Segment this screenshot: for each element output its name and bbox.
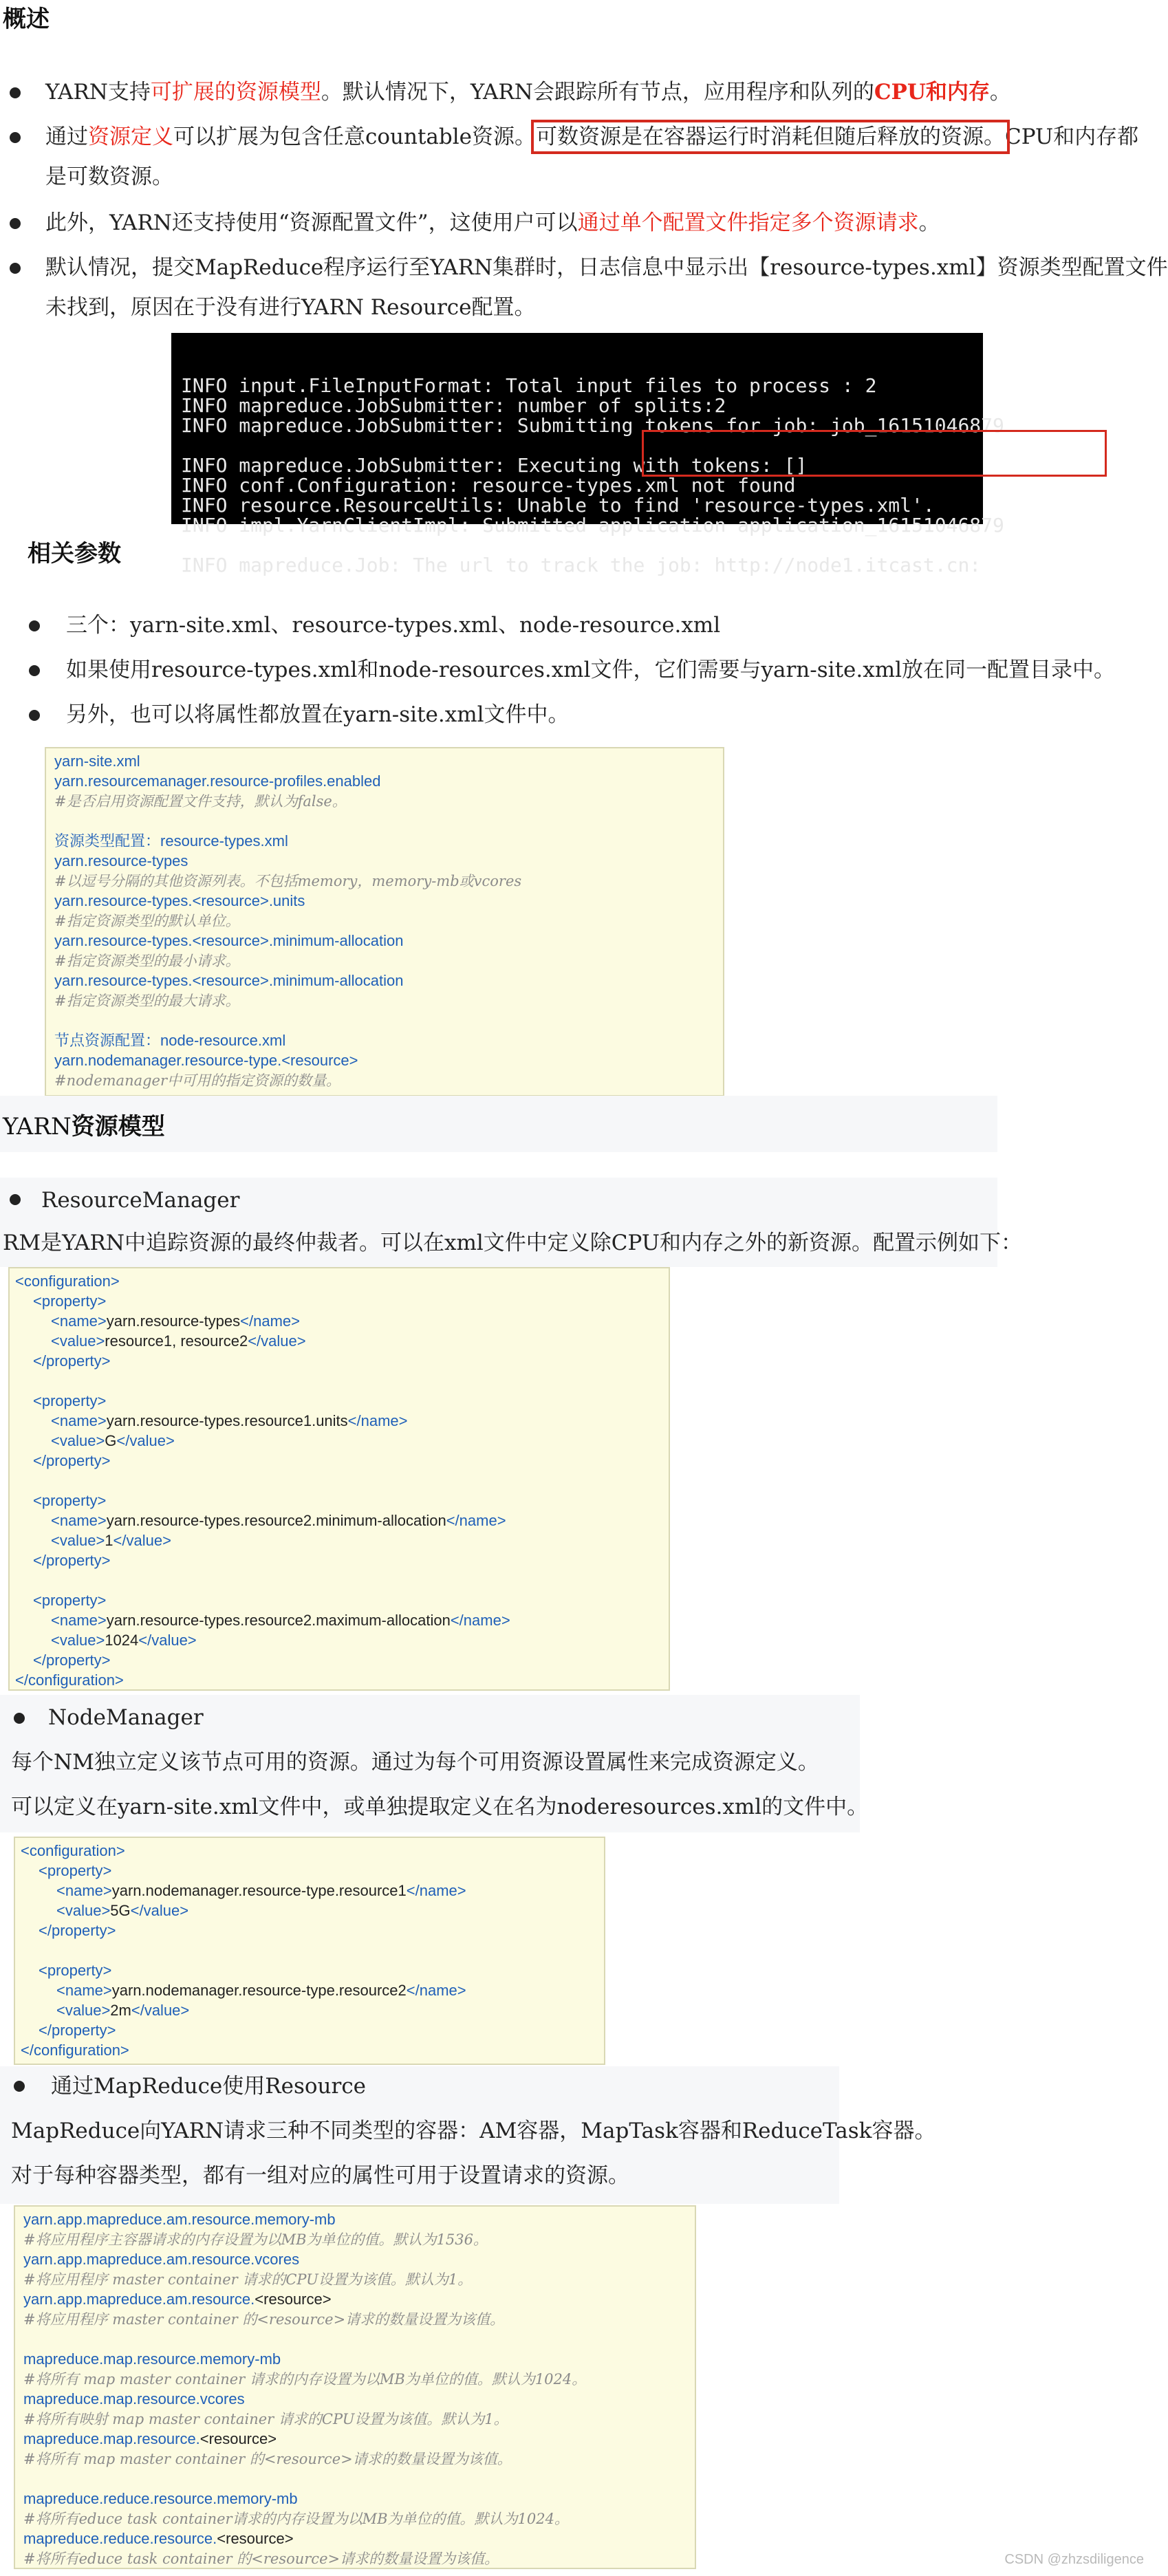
xml-line — [15, 1331, 669, 1351]
code-token: #是否启用资源配置文件支持，默认为false。 — [54, 793, 347, 810]
xml-line — [15, 1411, 669, 1431]
xml-line — [15, 1311, 669, 1331]
code-token: yarn.resourcemanager.resource-profiles.enabled — [54, 772, 381, 790]
code-token: yarn-site.xml — [54, 753, 140, 770]
code-token: #将所有 map master container 请求的内存设置为以MB为单位的值。默认为1024。 — [23, 2371, 587, 2388]
xml-line — [15, 1291, 669, 1311]
code-token: #nodemanager中可用的指定资源的数量。 — [54, 1072, 341, 1089]
code-token: #将应用程序 master container 请求的CPU设置为该值。默认为1。 — [23, 2271, 473, 2288]
code-token: yarn.resource-types.<resource>.units — [54, 892, 305, 909]
xml-token: <property> — [33, 1292, 107, 1310]
code-token: mapreduce.reduce.resource.memory-mb — [23, 2490, 298, 2507]
text-run: 。 — [989, 80, 1011, 105]
code-line — [54, 871, 723, 891]
code-token: #将所有educe task container请求的内存设置为以MB为单位的值。默认为1024。 — [23, 2511, 569, 2527]
mr-description-2: 对于每种容器类型，都有一组对应的属性可用于设置请求的资源。 — [11, 2163, 629, 2188]
code-line — [23, 2469, 695, 2489]
xml-token: </name> — [450, 1612, 510, 1629]
code-line — [23, 2249, 695, 2269]
mr-config-code-block — [14, 2205, 696, 2569]
code-token: mapreduce.reduce.resource. — [23, 2530, 217, 2547]
xml-token: 1 — [105, 1532, 113, 1549]
xml-line — [21, 1960, 604, 1980]
xml-token: 2m — [110, 2002, 131, 2019]
xml-line — [15, 1530, 669, 1550]
overview-bullet-text — [45, 72, 1011, 112]
code-token: resource-types.xml — [160, 832, 288, 849]
code-token: yarn.app.mapreduce.am.resource.vcores — [23, 2251, 300, 2268]
code-token: #将所有 map master container 的<resource>请求的数量设置为该值。 — [23, 2451, 512, 2467]
section-title-model: YARN资源模型 — [3, 1113, 165, 1140]
mr-description-1: MapReduce向YARN请求三种不同类型的容器：AM容器，MapTask容器和ReduceTask容器。 — [11, 2119, 936, 2143]
xml-token: </name> — [446, 1512, 506, 1529]
xml-token: </value> — [131, 2002, 190, 2019]
code-token: #将应用程序 master container 的<resource>请求的数量设置为该值。 — [23, 2311, 505, 2328]
mr-heading: 通过MapReduce使用Resource — [51, 2074, 367, 2099]
code-line — [54, 1050, 723, 1070]
code-token: #指定资源类型的最小请求。 — [54, 953, 240, 969]
xml-token: <value> — [51, 1332, 105, 1350]
xml-token: </name> — [240, 1312, 300, 1330]
terminal-log — [171, 333, 1004, 576]
xml-token: yarn.resource-types.resource2.minimum-allocation — [106, 1512, 446, 1529]
terminal-line: INFO mapreduce.JobSubmitter: Executing with tokens: [] — [181, 454, 808, 477]
xml-token: yarn.nodemanager.resource-type.resource1 — [111, 1882, 407, 1899]
code-token: yarn.app.mapreduce.am.resource. — [23, 2291, 255, 2308]
code-line — [23, 2489, 695, 2509]
code-token: yarn.resource-types.<resource>.minimum-allocation — [54, 932, 404, 949]
xml-token: <value> — [56, 2002, 111, 2019]
terminal-line — [181, 535, 983, 555]
xml-token: <name> — [51, 1412, 107, 1429]
xml-token: </name> — [347, 1412, 408, 1429]
code-line — [23, 2509, 695, 2529]
code-token: yarn.resource-types.<resource>.minimum-allocation — [54, 972, 404, 989]
xml-token: yarn.resource-types — [106, 1312, 241, 1330]
code-line — [23, 2289, 695, 2309]
xml-line — [21, 1901, 604, 1920]
code-token: mapreduce.map.resource.vcores — [23, 2390, 245, 2407]
code-token: #指定资源类型的最大请求。 — [54, 993, 240, 1009]
xml-token: </configuration> — [21, 2042, 129, 2059]
xml-token: </value> — [116, 1432, 175, 1449]
code-token: <resource> — [255, 2291, 332, 2308]
xml-token: </property> — [39, 1922, 116, 1939]
bullet-dot — [10, 263, 21, 274]
overview-bullet-text — [45, 203, 940, 243]
code-line — [23, 2548, 695, 2568]
code-token: #将所有educe task container 的<resource>请求的数量设置为该值。 — [23, 2551, 499, 2567]
yarn-config-code-block — [45, 747, 724, 1096]
overview-bullet-text — [45, 117, 1138, 157]
bullet-dot — [10, 132, 21, 143]
terminal-line: INFO conf.Configuration: resource-types.xml not found — [181, 474, 796, 497]
bullet-dot — [29, 665, 40, 676]
xml-token: <name> — [51, 1312, 107, 1330]
overview-bullet-text — [45, 248, 1168, 288]
xml-token: yarn.nodemanager.resource-type.resource2 — [111, 1982, 407, 1999]
xml-line — [15, 1351, 669, 1371]
code-line — [54, 891, 723, 911]
code-line — [23, 2209, 695, 2229]
params-bullet-text: 如果使用resource-types.xml和node-resources.xml文件，它们需要与yarn-site.xml放在同一配置目录中。 — [66, 658, 1116, 682]
xml-token: </value> — [248, 1332, 306, 1350]
code-token: yarn.app.mapreduce.am.resource.memory-mb — [23, 2211, 336, 2228]
text-run: 可以扩展为包含任意countable资源。 — [173, 125, 536, 149]
code-token: yarn.resource-types — [54, 852, 188, 869]
xml-token: </configuration> — [15, 1671, 124, 1689]
code-line — [23, 2229, 695, 2249]
text-run: 可扩展的资源模型 — [150, 80, 321, 105]
code-token: 节点资源配置： — [54, 1032, 161, 1049]
xml-token: 1024 — [105, 1632, 139, 1649]
terminal-highlight-box — [642, 430, 1107, 477]
xml-line — [15, 1271, 669, 1291]
xml-token: <value> — [51, 1632, 105, 1649]
code-token: mapreduce.map.resource.memory-mb — [23, 2350, 281, 2368]
terminal-line: INFO mapreduce.JobSubmitter: number of splits:2 — [181, 394, 726, 417]
code-line — [23, 2389, 695, 2409]
code-token: node-resource.xml — [160, 1032, 286, 1049]
nm-heading: NodeManager — [48, 1705, 204, 1730]
params-bullet-text: 另外，也可以将属性都放置在yarn-site.xml文件中。 — [66, 702, 570, 727]
code-line — [54, 751, 723, 771]
text-run: 通过 — [45, 125, 88, 149]
xml-line — [15, 1391, 669, 1411]
bullet-dot — [10, 1194, 21, 1205]
text-run: 资源定义 — [88, 125, 173, 149]
xml-token: </value> — [138, 1632, 197, 1649]
code-token: 资源类型配置： — [54, 832, 161, 849]
xml-line — [15, 1511, 669, 1530]
xml-token: yarn.resource-types.resource1.units — [106, 1412, 348, 1429]
xml-token: <value> — [51, 1532, 105, 1549]
bullet-dot — [14, 1713, 25, 1724]
xml-token: resource1, resource2 — [105, 1332, 248, 1350]
xml-token: <property> — [39, 1962, 112, 1979]
xml-line — [21, 1920, 604, 1940]
code-line — [54, 971, 723, 991]
bullet-dot — [29, 620, 40, 631]
xml-line — [21, 1940, 604, 1960]
xml-line — [15, 1650, 669, 1670]
code-line — [54, 811, 723, 831]
xml-line — [15, 1491, 669, 1511]
nm-config-code-block — [14, 1837, 605, 2065]
xml-token: </property> — [33, 1452, 111, 1469]
xml-token: <property> — [33, 1392, 107, 1409]
code-line — [23, 2329, 695, 2349]
section-title-overview: 概述 — [3, 6, 50, 33]
xml-line — [15, 1451, 669, 1471]
text-run: CPU和内存 — [874, 80, 990, 105]
xml-line — [15, 1471, 669, 1491]
code-line — [23, 2369, 695, 2389]
xml-line — [15, 1371, 669, 1391]
nm-description-1: 每个NM独立定义该节点可用的资源。通过为每个可用资源设置属性来完成资源定义。 — [11, 1750, 819, 1775]
code-line — [54, 931, 723, 951]
xml-line — [15, 1610, 669, 1630]
xml-line — [15, 1570, 669, 1590]
xml-token: <name> — [56, 1882, 112, 1899]
xml-line — [15, 1670, 669, 1690]
code-line — [54, 1030, 723, 1050]
xml-line — [21, 2040, 604, 2060]
code-line — [54, 1010, 723, 1030]
code-line — [54, 831, 723, 851]
code-line — [23, 2309, 695, 2329]
xml-line — [21, 1881, 604, 1901]
xml-token: 5G — [110, 1902, 131, 1919]
xml-line — [21, 2020, 604, 2040]
text-run: YARN支持 — [45, 80, 151, 105]
xml-line — [21, 1841, 604, 1861]
code-line — [23, 2269, 695, 2289]
bullet-dot — [14, 2081, 25, 2092]
rm-description: RM是YARN中追踪资源的最终仲裁者。可以在xml文件中定义除CPU和内存之外的新资源。配置示例如下： — [3, 1231, 1022, 1255]
code-token: #以逗号分隔的其他资源列表。不包括memory，memory-mb或vcores — [54, 873, 522, 889]
code-line — [54, 911, 723, 931]
xml-token: </property> — [39, 2022, 116, 2039]
text-run: 可数资源是在容器运行时消耗但随后释放的资源。 — [536, 125, 1005, 149]
watermark: CSDN @zhzsdiligence — [1004, 2552, 1144, 2567]
terminal-line: INFO mapreduce.Job: The url to track the job: http://node1.itcast.cn: — [181, 554, 982, 576]
xml-token: </value> — [113, 1532, 171, 1549]
code-line — [23, 2449, 695, 2469]
terminal-line: INFO mapreduce.JobSubmitter: Submitting tokens for job: job_16151046879 — [181, 414, 1004, 437]
code-line — [54, 951, 723, 971]
code-line — [54, 791, 723, 811]
text-run: 。默认情况下，YARN会跟踪所有节点，应用程序和队列的 — [321, 80, 874, 105]
code-token: mapreduce.map.resource. — [23, 2430, 200, 2447]
xml-token: <name> — [56, 1982, 112, 1999]
code-token: <resource> — [199, 2430, 277, 2447]
code-token: #将应用程序主容器请求的内存设置为以MB为单位的值。默认为1536。 — [23, 2231, 488, 2248]
xml-token: <value> — [51, 1432, 105, 1449]
params-bullet-text: 三个：yarn-site.xml、resource-types.xml、node-resource.xml — [66, 613, 721, 638]
rm-heading: ResourceManager — [41, 1188, 240, 1213]
text-run: CPU和内存都 — [1005, 125, 1139, 149]
xml-token: </property> — [33, 1652, 111, 1669]
code-line — [23, 2429, 695, 2449]
xml-token: <configuration> — [15, 1273, 120, 1290]
xml-token: </name> — [406, 1882, 466, 1899]
terminal-line: INFO input.FileInputFormat: Total input files to process : 2 — [181, 374, 877, 397]
xml-token: </property> — [33, 1552, 111, 1569]
overview-bullet-text-cont: 未找到，原因在于没有进行YARN Resource配置。 — [45, 295, 536, 320]
code-line — [54, 771, 723, 791]
rm-config-code-block — [8, 1267, 670, 1691]
xml-token: </value> — [130, 1902, 189, 1919]
xml-token: <name> — [51, 1612, 107, 1629]
xml-token: <property> — [33, 1492, 107, 1509]
text-run: 此外，YARN还支持使用“资源配置文件”，这使用户可以 — [45, 210, 578, 235]
code-line — [23, 2409, 695, 2429]
code-token: #指定资源类型的默认单位。 — [54, 913, 240, 929]
xml-token: <property> — [33, 1592, 107, 1609]
xml-line — [15, 1431, 669, 1451]
section-title-params: 相关参数 — [28, 540, 121, 567]
xml-line — [21, 1861, 604, 1881]
code-line — [54, 1070, 723, 1090]
bullet-dot — [29, 710, 40, 721]
xml-token: </property> — [33, 1352, 111, 1370]
xml-line — [15, 1630, 669, 1650]
text-run: 。 — [918, 210, 940, 235]
code-line — [23, 2529, 695, 2548]
xml-token: G — [105, 1432, 117, 1449]
xml-token: </name> — [406, 1982, 466, 1999]
code-token: #将所有映射 map master container 请求的CPU设置为该值。默认为1。 — [23, 2411, 508, 2427]
xml-token: yarn.resource-types.resource2.maximum-allocation — [106, 1612, 451, 1629]
code-token: <resource> — [217, 2530, 294, 2547]
terminal-line: INFO impl.YarnClientImpl: Submitted application application_16151046879 — [181, 514, 1004, 537]
code-token: yarn.nodemanager.resource-type.<resource> — [54, 1052, 358, 1069]
nm-description-2: 可以定义在yarn-site.xml文件中，或单独提取定义在名为noderesources.xml的文件中。 — [11, 1795, 869, 1819]
code-line — [54, 851, 723, 871]
terminal-line: INFO resource.ResourceUtils: Unable to find 'resource-types.xml'. — [181, 494, 935, 517]
code-line — [54, 991, 723, 1010]
text-run: 默认情况，提交MapReduce程序运行至YARN集群时，日志信息中显示出【resource-types.xml】资源类型配置文件 — [45, 255, 1168, 280]
bullet-dot — [10, 218, 21, 229]
xml-token: <configuration> — [21, 1842, 125, 1859]
xml-token: <value> — [56, 1902, 111, 1919]
xml-line — [15, 1550, 669, 1570]
text-run: 通过单个配置文件指定多个资源请求 — [577, 210, 919, 235]
overview-bullet-text-cont: 是可数资源。 — [45, 164, 173, 189]
bullet-dot — [10, 87, 21, 98]
code-line — [23, 2349, 695, 2369]
xml-token: <property> — [39, 1862, 112, 1879]
xml-line — [21, 2000, 604, 2020]
xml-token: <name> — [51, 1512, 107, 1529]
xml-line — [15, 1590, 669, 1610]
xml-line — [21, 1980, 604, 2000]
